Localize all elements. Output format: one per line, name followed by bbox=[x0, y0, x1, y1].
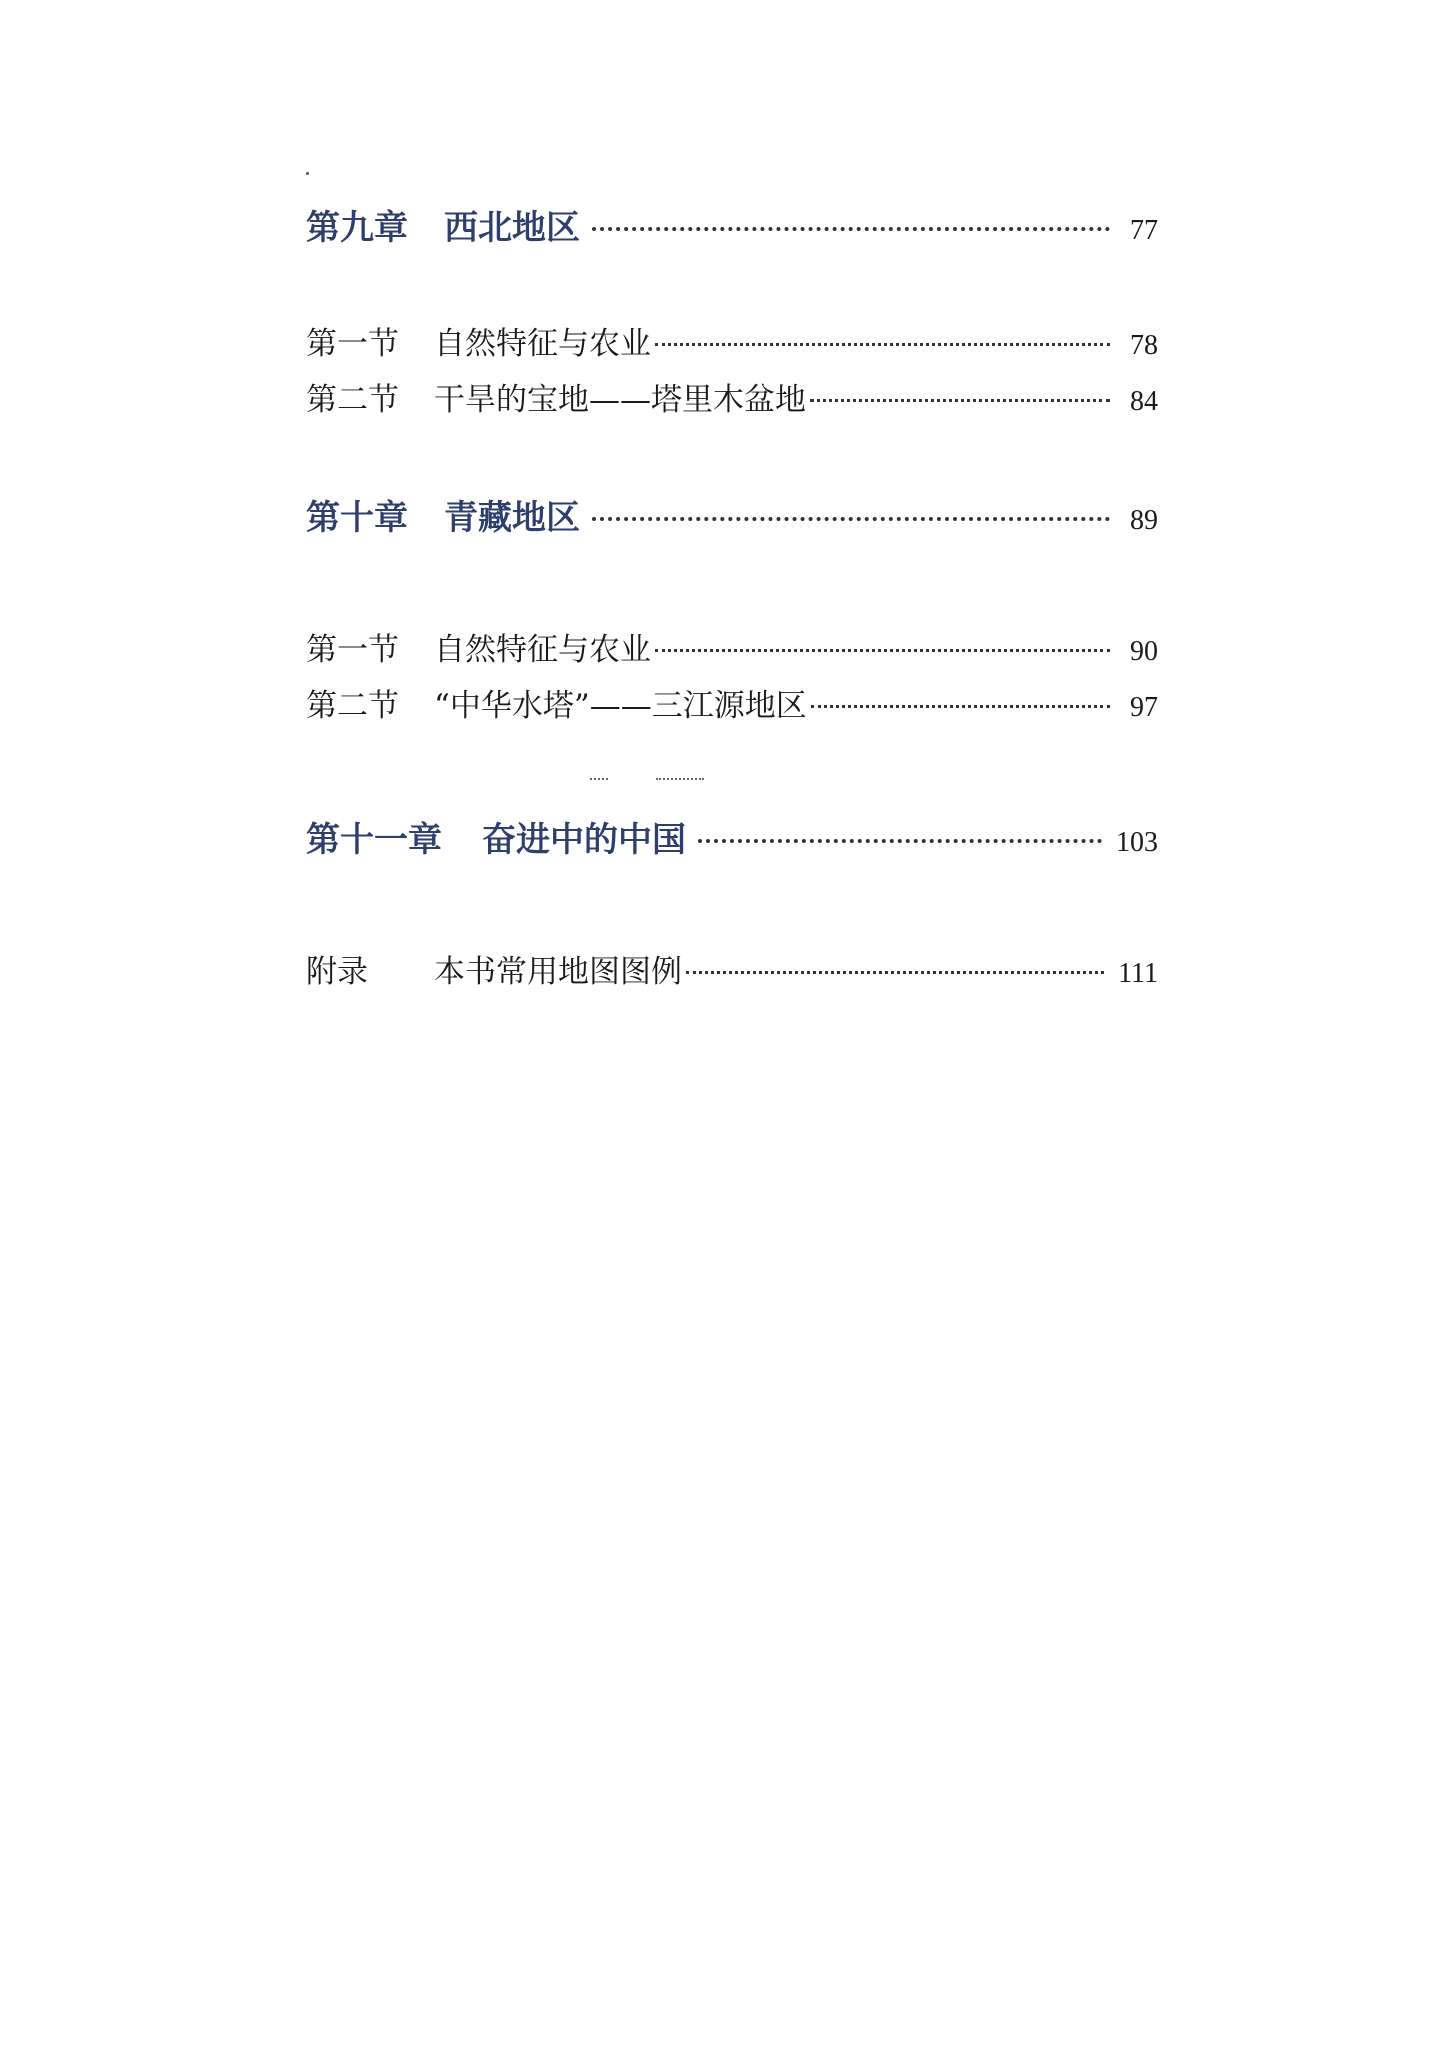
dot-leader bbox=[655, 343, 1110, 346]
page-number: 89 bbox=[1130, 505, 1158, 536]
toc-chapter-11[interactable] bbox=[306, 812, 1158, 861]
toc-section-9-1[interactable] bbox=[306, 318, 1158, 363]
stray-dots bbox=[590, 776, 608, 780]
stray-dots bbox=[656, 776, 704, 780]
chapter-label: 第十一章 bbox=[306, 820, 442, 860]
dot-leader bbox=[810, 399, 1110, 402]
page-number: 111 bbox=[1118, 958, 1158, 989]
dot-leader bbox=[592, 227, 1110, 231]
dot-leader bbox=[592, 517, 1110, 521]
section-title: 自然特征与农业 bbox=[434, 326, 651, 362]
toc-section-10-2[interactable] bbox=[306, 680, 1158, 725]
page-number: 77 bbox=[1130, 215, 1158, 246]
page-number: 90 bbox=[1130, 636, 1158, 667]
toc-appendix[interactable] bbox=[306, 946, 1158, 991]
page-number: 97 bbox=[1130, 692, 1158, 723]
scan-speck bbox=[306, 172, 309, 175]
chapter-title: 西北地区 bbox=[444, 208, 580, 248]
toc-chapter-9[interactable] bbox=[306, 200, 1158, 249]
page-number: 78 bbox=[1130, 330, 1158, 361]
toc-section-10-1[interactable] bbox=[306, 624, 1158, 669]
section-label: 第二节 bbox=[306, 382, 399, 418]
dot-leader bbox=[655, 649, 1110, 652]
toc-chapter-10[interactable] bbox=[306, 490, 1158, 539]
toc-section-9-2[interactable] bbox=[306, 374, 1158, 419]
chapter-label: 第十章 bbox=[306, 498, 408, 538]
section-label: 第一节 bbox=[306, 632, 399, 668]
section-title: “中华水塔”——三江源地区 bbox=[434, 688, 807, 724]
section-label: 第一节 bbox=[306, 326, 399, 362]
chapter-title: 青藏地区 bbox=[444, 498, 580, 538]
section-title: 自然特征与农业 bbox=[434, 632, 651, 668]
chapter-title: 奋进中的中国 bbox=[482, 820, 686, 860]
section-label: 第二节 bbox=[306, 688, 399, 724]
chapter-label: 第九章 bbox=[306, 208, 408, 248]
page-number: 103 bbox=[1116, 827, 1158, 858]
page-number: 84 bbox=[1130, 386, 1158, 417]
dot-leader bbox=[698, 839, 1102, 843]
dot-leader bbox=[811, 705, 1110, 708]
appendix-label: 附录 bbox=[306, 954, 368, 990]
section-title: 干旱的宝地——塔里木盆地 bbox=[434, 382, 806, 418]
dot-leader bbox=[686, 971, 1104, 974]
appendix-title: 本书常用地图图例 bbox=[434, 954, 682, 990]
